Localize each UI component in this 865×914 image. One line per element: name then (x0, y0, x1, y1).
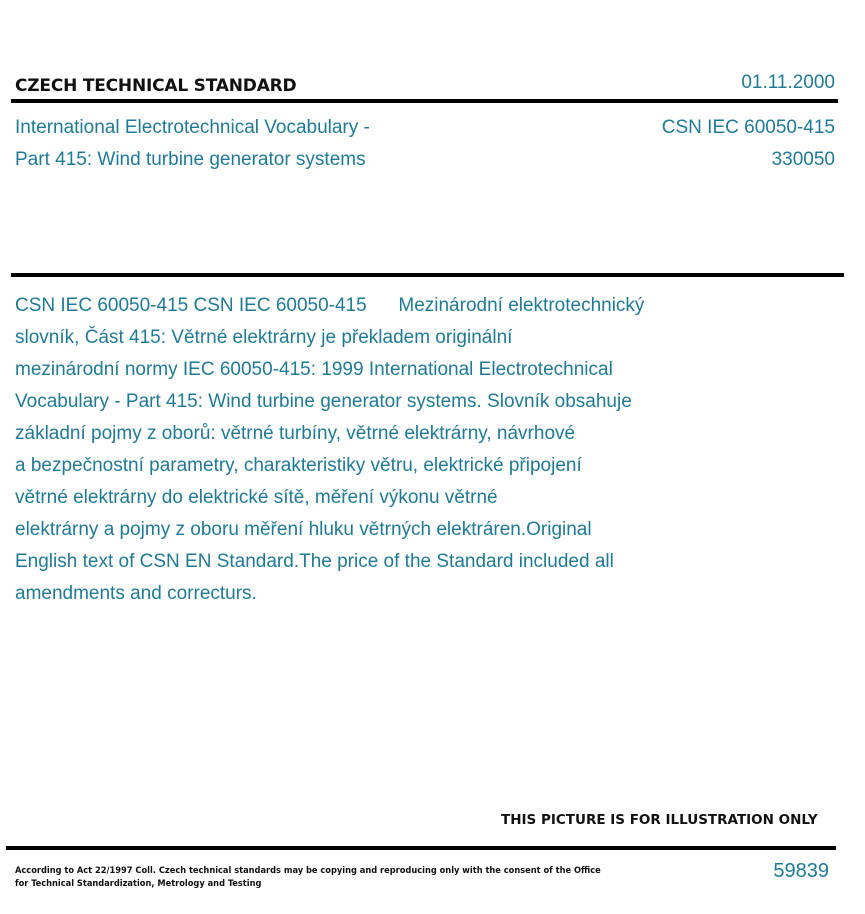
copyright-line-1: According to Act 22/1997 Coll. Czech technical standards may be copying and reproducing only with the consent of the Office (15, 865, 601, 876)
abstract-text (15, 290, 730, 610)
classification-code: 330050 (771, 149, 835, 170)
abstract-line: amendments and correcturs. (15, 583, 257, 604)
standard-code: CSN IEC 60050-415 (661, 117, 835, 138)
abstract-line: slovník, Část 415: Větrné elektrárny je překladem originální (15, 327, 513, 348)
abstract-line: mezinárodní normy IEC 60050-415: 1999 International Electrotechnical (15, 359, 613, 380)
abstract-line: English text of CSN EN Standard.The price of the Standard included all (15, 551, 614, 572)
copyright-note (15, 864, 601, 890)
title-line-1: International Electrotechnical Vocabulary - (15, 117, 370, 138)
section-rule (11, 273, 844, 277)
abstract-line: CSN IEC 60050-415 CSN IEC 60050-415 Mezinárodní elektrotechnický (15, 295, 645, 316)
abstract-line: základní pojmy z oborů: větrné turbíny, větrné elektrárny, návrhové (15, 423, 576, 444)
abstract-line: a bezpečnostní parametry, charakteristiky větru, elektrické připojení (15, 455, 582, 476)
document-number: 59839 (773, 860, 829, 882)
standard-type-label: CZECH TECHNICAL STANDARD (15, 76, 297, 96)
copyright-line-2: for Technical Standardization, Metrology and Testing (15, 878, 262, 889)
abstract-line: Vocabulary - Part 415: Wind turbine generator systems. Slovník obsahuje (15, 391, 632, 412)
footer-rule (6, 846, 836, 850)
illustration-disclaimer: THIS PICTURE IS FOR ILLUSTRATION ONLY (501, 812, 818, 828)
abstract-line: elektrárny a pojmy z oboru měření hluku větrných elektráren.Original (15, 519, 592, 540)
title-line-2: Part 415: Wind turbine generator systems (15, 149, 366, 170)
publication-date: 01.11.2000 (741, 72, 835, 93)
header-rule (11, 99, 838, 103)
abstract-line: větrné elektrárny do elektrické sítě, měření výkonu větrné (15, 487, 498, 508)
